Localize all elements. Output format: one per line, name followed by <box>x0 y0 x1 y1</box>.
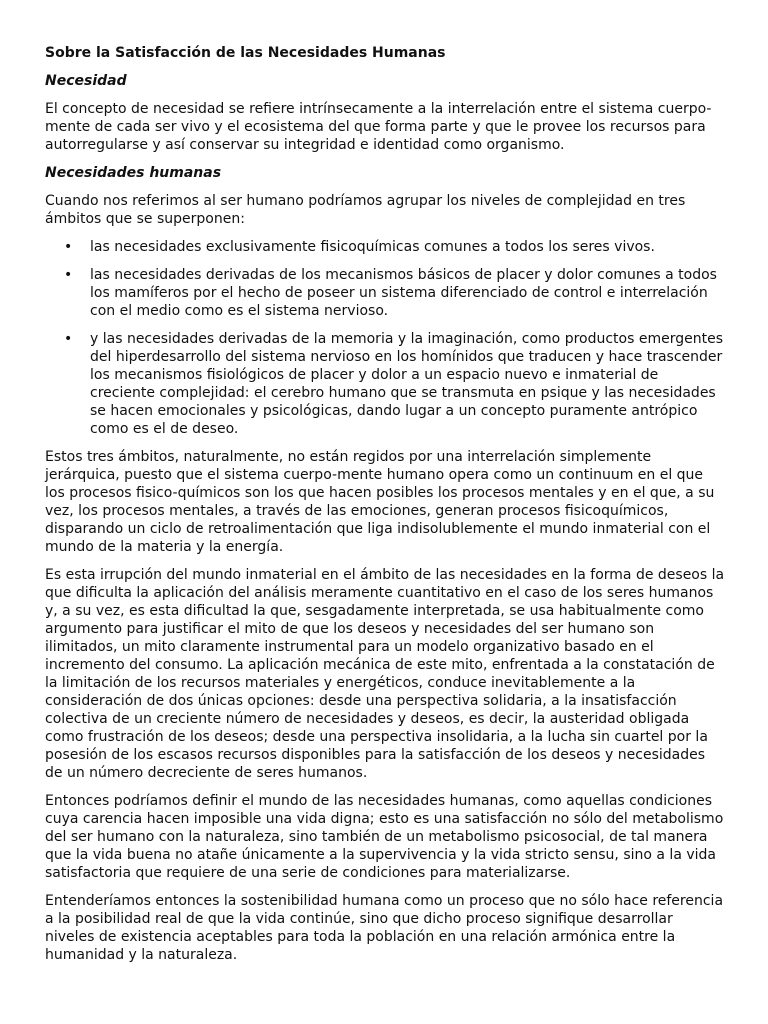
bullet-icon: • <box>64 331 73 347</box>
section-heading-necesidad: Necesidad <box>45 73 127 89</box>
list-item <box>45 238 725 256</box>
list-item-text: y las necesidades derivadas de la memoria y la imaginación, como productos emergentes del hiperdesarrollo del sistema nervioso en los homínidos que traducen y hace trascender los mecanismos fisiológicos de placer y dolor a un espacio nuevo e inmaterial de creciente complejidad: el cerebro humano que se transmuta en psique y las necesidades se hacen emocionales y psicológicas, dando lugar a un concepto puramente antrópico como es el de deseo. <box>90 331 723 437</box>
paragraph-irrupcion: Es esta irrupción del mundo inmaterial en el ámbito de las necesidades en la forma de deseos la que dificulta la aplicación del análisis meramente cuantitativo en el caso de los seres humanos y, a su vez, es esta dificultad la que, sesgadamente interpretada, se usa habitualmente como argumento para justificar el mito de que los deseos y necesidades del ser humano son ilimitados, un mito claramente instrumental para un modelo organizativo basado en el incremento del consumo. La aplicación mecánica de este mito, enfrentada a la constatación de la limitación de los recursos materiales y energéticos, conduce inevitablemente a la consideración de dos únicas opciones: desde una perspectiva solidaria, a la insatisfacción colectiva de un creciente número de necesidades y deseos, es decir, la austeridad obligada como frustración de los deseos; desde una perspectiva insolidaria, a la lucha sin cuartel por la posesión de los escasos recursos disponibles para la satisfacción de los deseos y necesidades de un número decreciente de seres humanos. <box>45 567 725 781</box>
bullet-icon: • <box>64 267 73 283</box>
bullet-list <box>45 238 725 438</box>
document-page <box>45 44 725 974</box>
paragraph-sostenibilidad: Entenderíamos entonces la sostenibilidad humana como un proceso que no sólo hace referencia a la posibilidad real de que la vida continúe, sino que dicho proceso signifique desarrollar niveles de existencia aceptables para toda la población en una relación armónica entre la humanidad y la naturaleza. <box>45 893 724 963</box>
section-heading-necesidades-humanas: Necesidades humanas <box>45 165 222 181</box>
paragraph-necesidad: El concepto de necesidad se refiere intrínsecamente a la interrelación entre el sistema cuerpo-mente de cada ser vivo y el ecosistema del que forma parte y que le provee los recursos para autorregularse y así conservar su integridad e identidad como organismo. <box>45 101 712 153</box>
paragraph-ambitos: Estos tres ámbitos, naturalmente, no están regidos por una interrelación simplemente jerárquica, puesto que el sistema cuerpo-mente humano opera como un continuum en el que los procesos fisico-químicos son los que hacen posibles los procesos mentales y en el que, a su vez, los procesos mentales, a través de las emociones, generan procesos fisicoquímicos, disparando un ciclo de retroalimentación que liga indisolublemente el mundo inmaterial con el mundo de la materia y la energía. <box>45 449 715 555</box>
list-item-text: las necesidades derivadas de los mecanismos básicos de placer y dolor comunes a todos los mamíferos por el hecho de poseer un sistema diferenciado de control e interrelación con el medio como es el sistema nervioso. <box>90 267 717 319</box>
document-title: Sobre la Satisfacción de las Necesidades Humanas <box>45 45 446 61</box>
paragraph-intro: Cuando nos referimos al ser humano podríamos agrupar los niveles de complejidad en tres ámbitos que se superponen: <box>45 193 686 227</box>
bullet-icon: • <box>64 239 73 255</box>
paragraph-definicion: Entonces podríamos definir el mundo de las necesidades humanas, como aquellas condiciones cuya carencia hacen imposible una vida digna; esto es una satisfacción no sólo del metabolismo del ser humano con la naturaleza, sino también de un metabolismo psicosocial, de tal manera que la vida buena no atañe únicamente a la supervivencia y la vida stricto sensu, sino a la vida satisfactoria que requiere de una serie de condiciones para materializarse. <box>45 793 724 881</box>
list-item-text: las necesidades exclusivamente fisicoquímicas comunes a todos los seres vivos. <box>90 239 655 255</box>
list-item <box>45 266 725 320</box>
list-item <box>45 330 725 438</box>
